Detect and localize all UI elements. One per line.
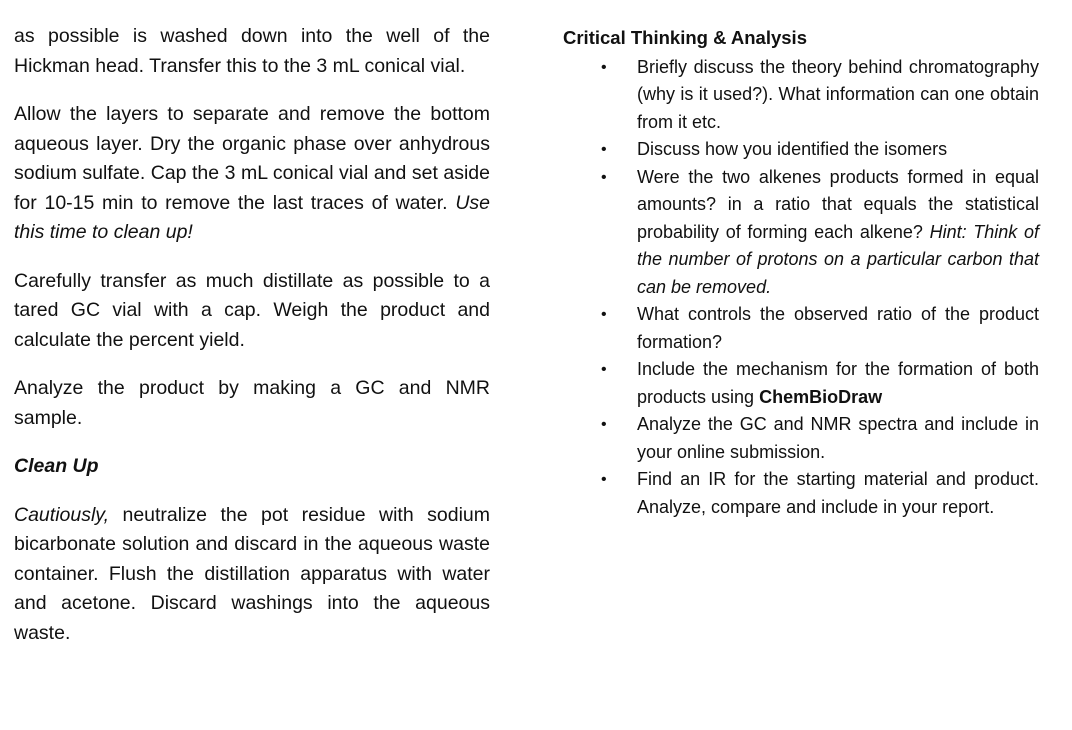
list-item-text: Analyze the GC and NMR spectra and include in your online submission. xyxy=(637,414,1039,462)
list-item xyxy=(563,411,1039,466)
list-item-text: Find an IR for the starting material and product. Analyze, compare and include in your report. xyxy=(637,469,1039,517)
paragraph-distillate: Carefully transfer as much distillate as possible to a tared GC vial with a cap. Weigh the product and calculate the percent yield. xyxy=(14,269,490,351)
critical-thinking-heading: Critical Thinking & Analysis xyxy=(563,27,807,48)
list-item-text: Briefly discuss the theory behind chromatography (why is it used?). What information can one obtain from it etc. xyxy=(637,56,1039,132)
list-item xyxy=(563,466,1039,521)
paragraph-separate-layers-text: Allow the layers to separate and remove the bottom aqueous layer. Dry the organic phase over anhydrous sodium sulfate. Cap the 3 mL conical vial and set aside for 10-15 min to remove the last traces of water. xyxy=(14,103,490,214)
cautiously-word: Cautiously, xyxy=(14,503,110,526)
list-item xyxy=(563,136,1039,164)
list-item xyxy=(563,54,1039,137)
paragraph-cleanup xyxy=(14,501,490,649)
bullet-icon: • xyxy=(601,306,607,323)
bullet-icon: • xyxy=(601,361,607,378)
list-item-text: Were the two alkenes products formed in equal amounts? in a ratio that equals the statistical probability of forming each alkene? xyxy=(637,166,1039,242)
cleanup-heading: Clean Up xyxy=(14,455,99,477)
chembiodraw-name: ChemBioDraw xyxy=(759,386,883,407)
paragraph-analyze: Analyze the product by making a GC and NMR sample. xyxy=(14,377,490,429)
left-column xyxy=(14,22,490,667)
hint-text: Hint: Think of the number of protons on a particular carbon that can be removed. xyxy=(637,221,1039,297)
list-item xyxy=(563,301,1039,356)
list-item xyxy=(563,164,1039,302)
list-item-text: Discuss how you identified the isomers xyxy=(637,139,948,159)
paragraph-transfer: as possible is washed down into the well of the Hickman head. Transfer this to the 3 mL conical vial. xyxy=(14,25,490,77)
paragraph-cleanup-text: neutralize the pot residue with sodium bicarbonate solution and discard in the aqueous waste container. Flush the distillation apparatus with water and acetone. Discard washings into the aqueous waste. xyxy=(14,503,490,644)
clean-up-note: Use this time to clean up! xyxy=(14,191,491,243)
bullet-icon: • xyxy=(601,141,607,158)
paragraph-separate-layers xyxy=(14,100,490,248)
list-item-text: What controls the observed ratio of the product formation? xyxy=(637,304,1039,352)
list-item-text: Include the mechanism for the formation of both products using xyxy=(637,359,1039,407)
bullet-icon: • xyxy=(601,58,607,76)
bullet-icon: • xyxy=(601,168,607,186)
bullet-icon: • xyxy=(601,471,607,488)
right-column xyxy=(563,22,1039,521)
list-item xyxy=(563,356,1039,411)
bullet-icon: • xyxy=(601,416,607,433)
analysis-list xyxy=(563,54,1039,522)
